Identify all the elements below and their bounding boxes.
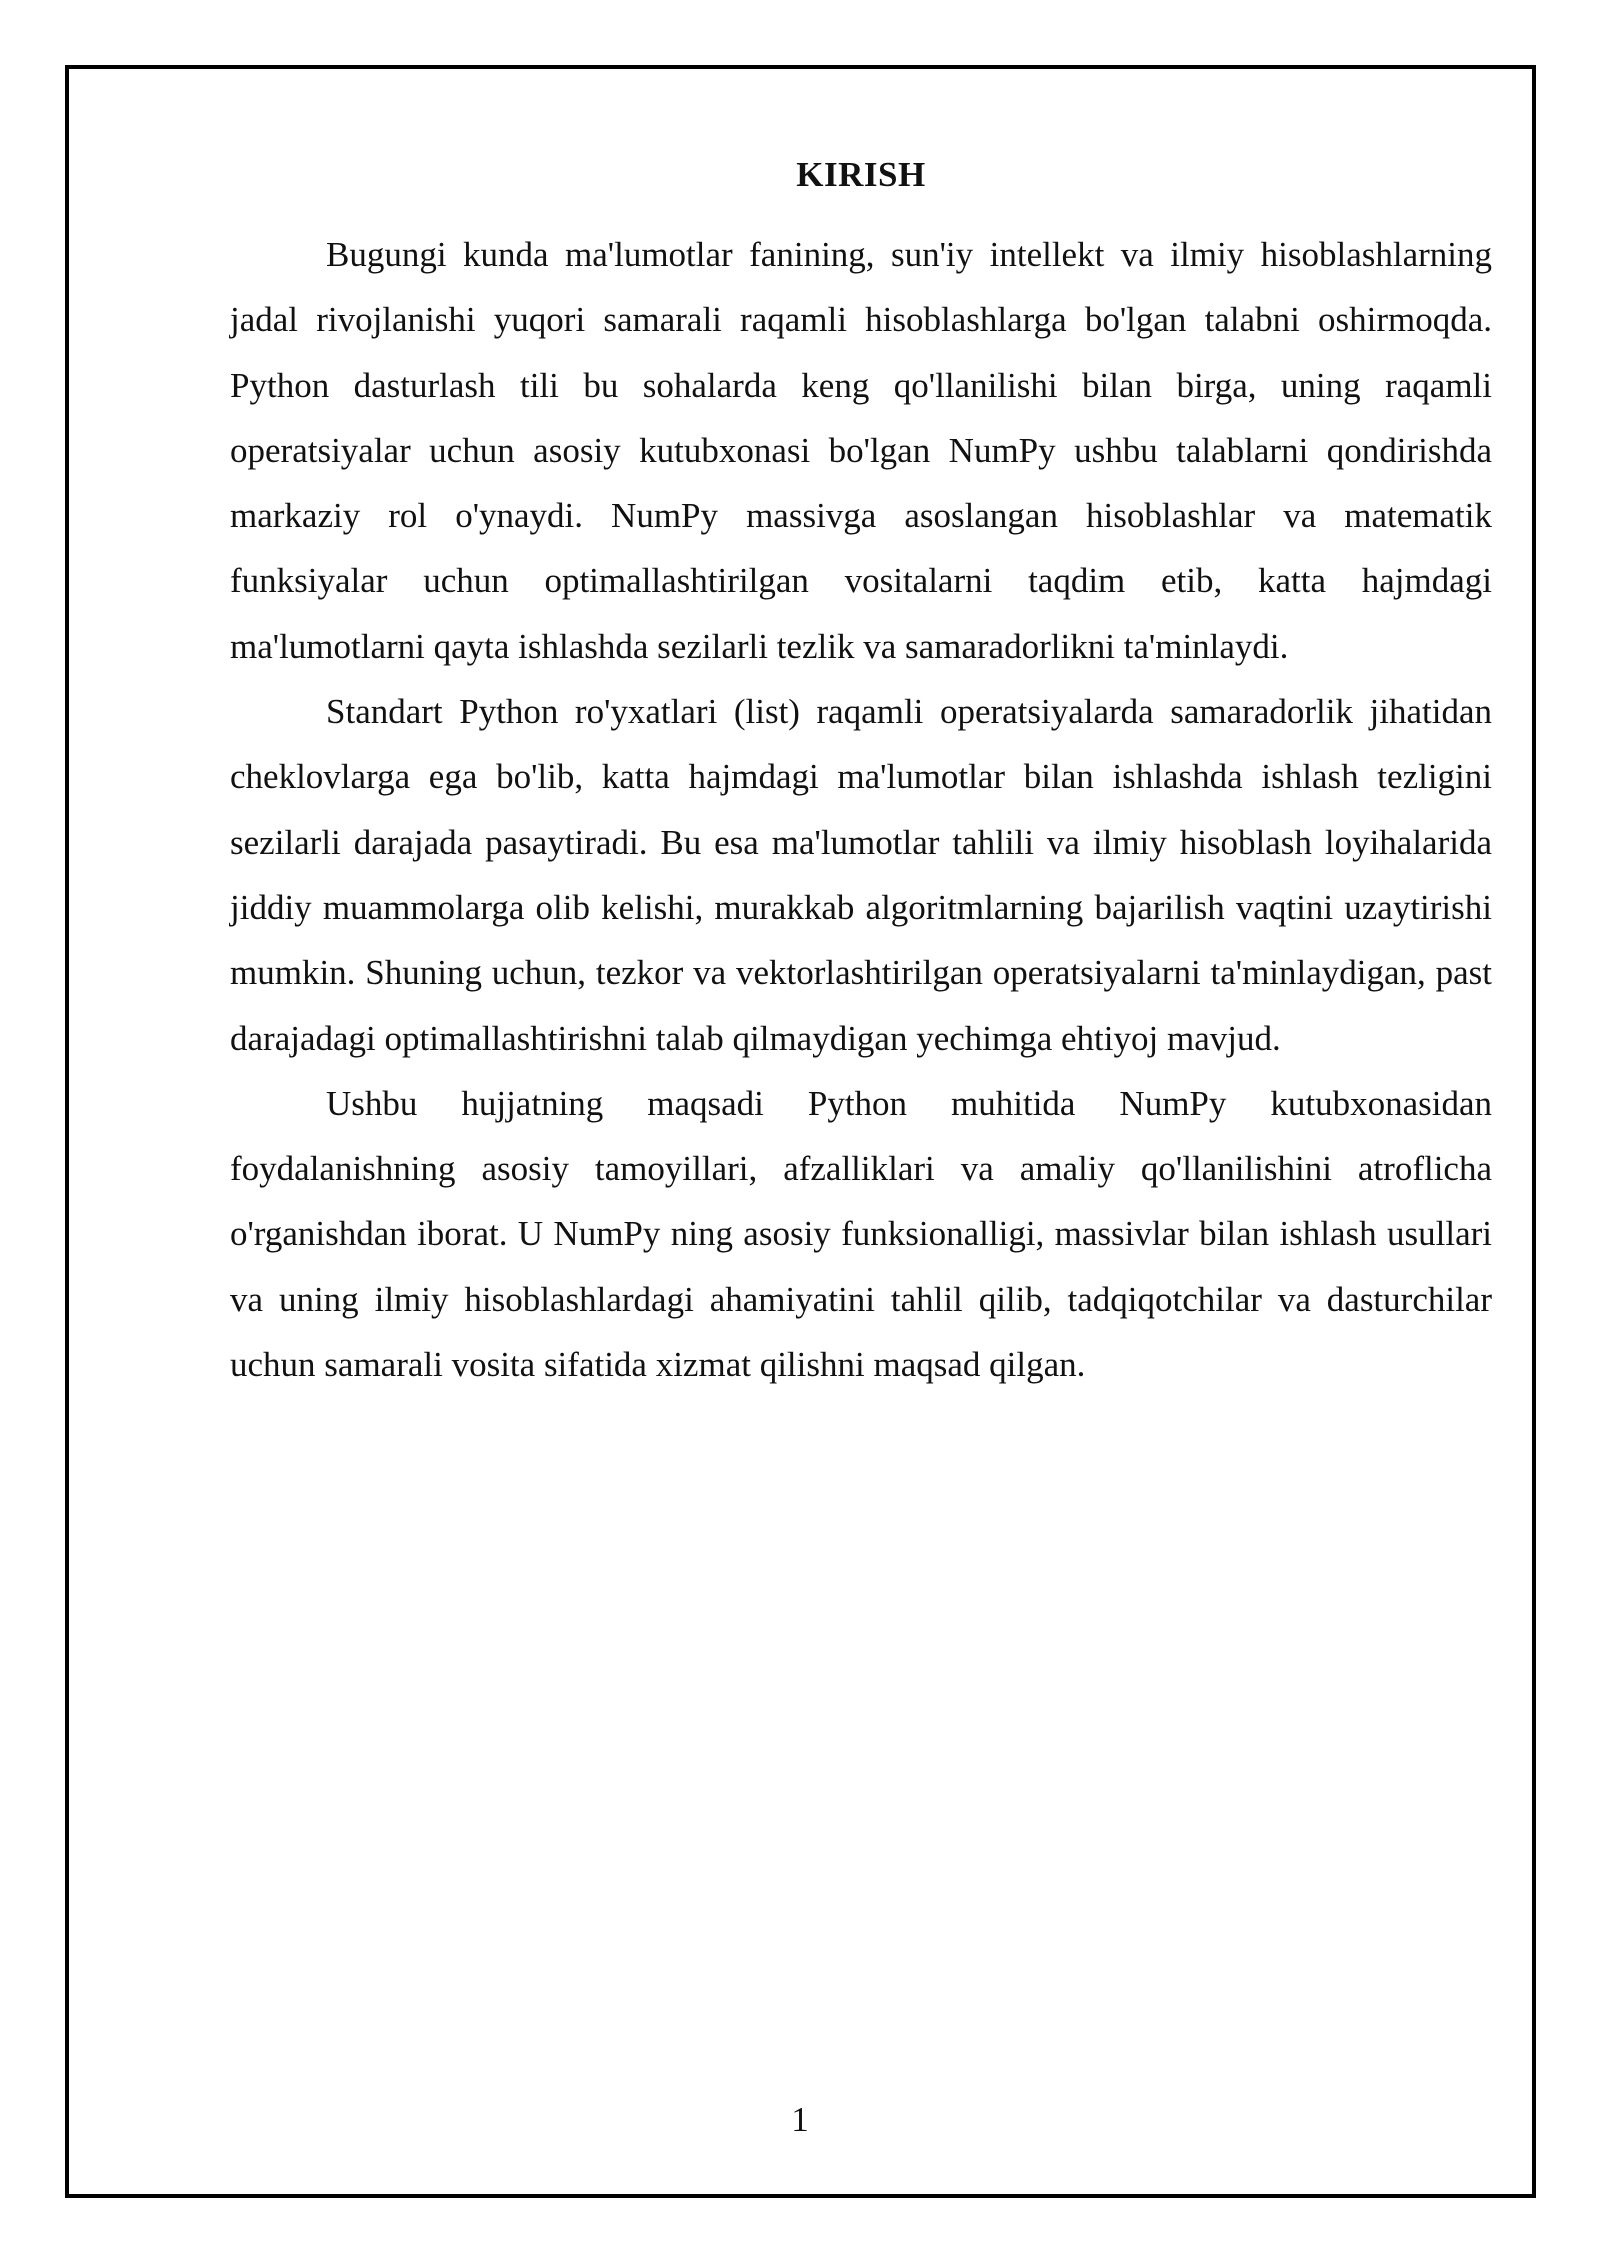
page-title: KIRISH [796,155,926,194]
page-number: 1 [791,2100,809,2139]
paragraph-1: Bugungi kunda ma'lumotlar fanining, sun'iy intellekt va ilmiy hisoblashlarning jadal rivojlanishi yuqori samarali raqamli hisoblashlarga bo'lgan talabni oshirmoqda. Python dasturlash tili bu sohalarda keng qo'llanilishi bilan birga, uning raqamli operatsiyalar uchun asosiy kutubxonasi bo'lgan NumPy ushbu talablarni qondirishda markaziy rol o'ynaydi. NumPy massivga asoslangan hisoblashlar va matematik funksiyalar uchun optimallashtirilgan vositalarni taqdim etib, katta hajmdagi ma'lumotlarni qayta ishlashda sezilarli tezlik va samaradorlikni ta'minlaydi. [230,235,1492,666]
paragraph-2: Standart Python ro'yxatlari (list) raqamli operatsiyalarda samaradorlik jihatidan cheklovlarga ega bo'lib, katta hajmdagi ma'lumotlar bilan ishlashda ishlash tezligini sezilarli darajada pasaytiradi. Bu esa ma'lumotlar tahlili va ilmiy hisoblash loyihalarida jiddiy muammolarga olib kelishi, murakkab algoritmlarning bajarilish vaqtini uzaytirishi mumkin. Shuning uchun, tezkor va vektorlashtirilgan operatsiyalarni ta'minlaydigan, past darajadagi optimallashtirishni talab qilmaydigan yechimga ehtiyoj mavjud. [230,692,1492,1058]
paragraph-3: Ushbu hujjatning maqsadi Python muhitida NumPy kutubxonasidan foydalanishning asosiy tamoyillari, afzalliklari va amaliy qo'llanilishini atroflicha o'rganishdan iborat. U NumPy ning asosiy funksionalligi, massivlar bilan ishlash usullari va uning ilmiy hisoblashlardagi ahamiyatini tahlil qilib, tadqiqotchilar va dasturchilar uchun samarali vosita sifatida xizmat qilishni maqsad qilgan. [230,1083,1492,1385]
page-content [230,150,1492,1397]
